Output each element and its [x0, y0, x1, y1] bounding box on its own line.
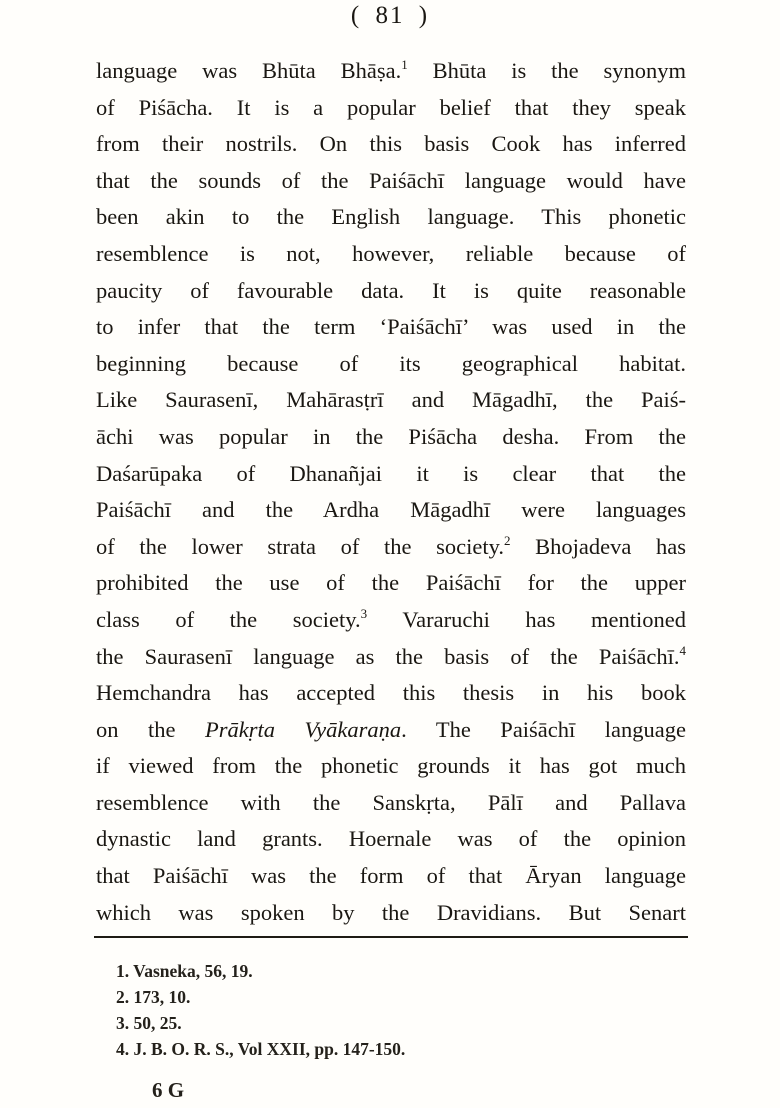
text-line: Paiśāchī and the Ardha Māgadhī were languages [96, 497, 686, 523]
footnote-2: 2. 173, 10. [116, 987, 191, 1007]
text-line: Hemchandra has accepted this thesis in his book [96, 680, 686, 706]
text-line: from their nostrils. On this basis Cook has inferred [96, 131, 686, 157]
text-line: to infer that the term ‘Paiśāchī’ was used in the [96, 314, 686, 340]
footnote-4: 4. J. B. O. R. S., Vol XXII, pp. 147-150. [116, 1039, 406, 1059]
text-line: paucity of favourable data. It is quite reasonable [96, 277, 686, 303]
text-line: language was Bhūta Bhāṣa.$^1$ Bhūta is the synonym [96, 57, 687, 83]
footnote-1: 1. Vasneka, 56, 19. [116, 961, 253, 981]
body-text [96, 53, 686, 931]
text-line: the Saurasenī language as the basis of the Paiśāchī.$^4$ [96, 642, 686, 669]
text-line: resemblence is not, however, reliable because of [96, 240, 686, 266]
text-line: Like Saurasenī, Mahārasṭrī and Māgadhī, the Paiś- [96, 387, 686, 413]
footnote-ref[interactable]: 3 [360, 605, 368, 621]
footnotes [116, 958, 405, 1062]
text-line: prohibited the use of the Paiśāchī for the upper [96, 570, 686, 596]
text-line: which was spoken by the Dravidians. But Senart [96, 899, 686, 925]
text-line: that the sounds of the Paiśāchī language would have [96, 167, 686, 193]
signature-mark: 6 G [152, 1078, 185, 1102]
footnote-divider [94, 936, 688, 938]
text-line: resemblence with the Sanskṛta, Pālī and Pallava [96, 789, 686, 815]
text-line: āchi was popular in the Piśācha desha. From the [96, 423, 686, 449]
text-line: been akin to the English language. This phonetic [96, 204, 686, 230]
text-line: of the lower strata of the society.$^2$ Bhojadeva has [96, 532, 686, 559]
text-line: that Paiśāchī was the form of that Āryan language [96, 863, 686, 889]
footnote-ref[interactable]: 1 [401, 57, 408, 72]
text-line: class of the society.$^3$ Vararuchi has mentioned [96, 605, 686, 632]
text-line: of Piśācha. It is a popular belief that they speak [96, 94, 686, 120]
footnote-ref[interactable]: 2 [504, 532, 511, 548]
italic-title: Prākṛta Vyākaraṇa [204, 716, 402, 742]
text-line: Daśarūpaka of Dhanañjai it is clear that the [96, 460, 686, 486]
footnote-ref[interactable]: 4 [679, 642, 686, 658]
text-line: dynastic land grants. Hoernale was of the opinion [96, 826, 686, 852]
text-line: on the Prākṛta Vyākaraṇa. The Paiśāchī language [96, 716, 686, 742]
footnote-3: 3. 50, 25. [116, 1013, 182, 1033]
text-line: beginning because of its geographical habitat. [96, 350, 686, 376]
text-line: if viewed from the phonetic grounds it has got much [96, 753, 686, 779]
page-number: ( 81 ) [350, 2, 430, 29]
